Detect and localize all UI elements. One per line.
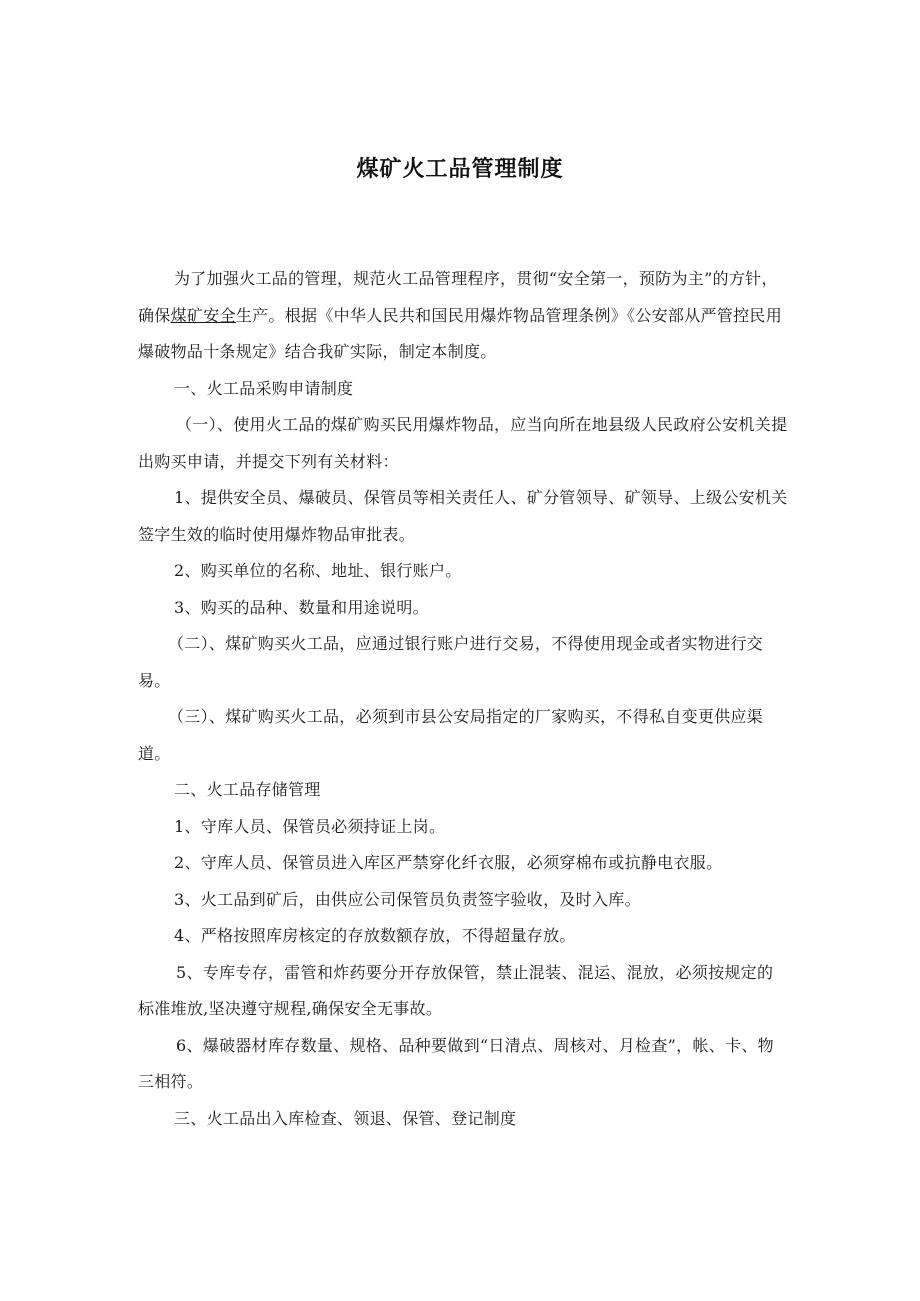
clause-1-2: （二）、煤矿购买火工品，应通过银行账户进行交易，不得使用现金或者实物进行交易。 [138,634,764,690]
section-heading-3: 三、火工品出入库检查、领退、保管、登记制度 [174,1108,517,1128]
clause-item-2: 2、购买单位的名称、地址、银行账户。 [174,561,462,580]
section-heading-1: 一、火工品采购申请制度 [174,378,354,398]
storage-item-4: 4、严格按照库房核定的存放数额存放，不得超量存放。 [174,926,576,945]
clause-1-1: （一）、使用火工品的煤矿购买民用爆炸物品，应当向所在地县级人民政府公安机关提出购买申请，并提交下列有关材料： [138,415,788,471]
storage-item-6: 6、爆破器材库存数量、规格、品种要做到“日清点、周核对、月检查”，帐、卡、物三相符。 [138,1035,774,1091]
page-title: 煤矿火工品管理制度 [356,157,564,182]
storage-item-3: 3、火工品到矿后，由供应公司保管员负责签字验收，及时入库。 [174,889,641,909]
clause-item-3: 3、购买的品种、数量和用途说明。 [174,597,429,617]
clause-item-1: 1、提供安全员、爆破员、保管员等相关责任人、矿分管领导、矿领导、上级公安机关签字生效的临时使用爆炸物品审批表。 [138,488,788,544]
document-body [138,261,788,1137]
storage-item-1: 1、守库人员、保管员必须持证上岗。 [174,816,446,836]
clause-1-3: （三）、煤矿购买火工品，必须到市县公安局指定的厂家购买，不得私自变更供应渠道。 [138,707,764,763]
storage-item-5: 5、专库专存，雷管和炸药要分开存放保管，禁止混装、混运、混放，必须按规定的标准堆放,坚决遵守规程,确保安全无事故。 [138,962,774,1018]
storage-item-2: 2、守库人员、保管员进入库区严禁穿化纤衣服，必须穿棉布或抗静电衣服。 [174,853,723,872]
coal-mine-safety-link[interactable]: 煤矿安全 [170,305,236,325]
intro-text-after: 生产。根据《中华人民共和国民用爆炸物品管理条例》《公安部从严管控民用爆破物品十条规定》结合我矿实际，制定本制度。 [138,305,783,361]
intro-text-before: 为了加强火工品的管理，规范火工品管理程序，贯彻“安全第一，预防为主”的方针，确保 [138,269,778,325]
section-heading-2: 二、火工品存储管理 [174,780,321,799]
intro-paragraph [138,261,788,371]
